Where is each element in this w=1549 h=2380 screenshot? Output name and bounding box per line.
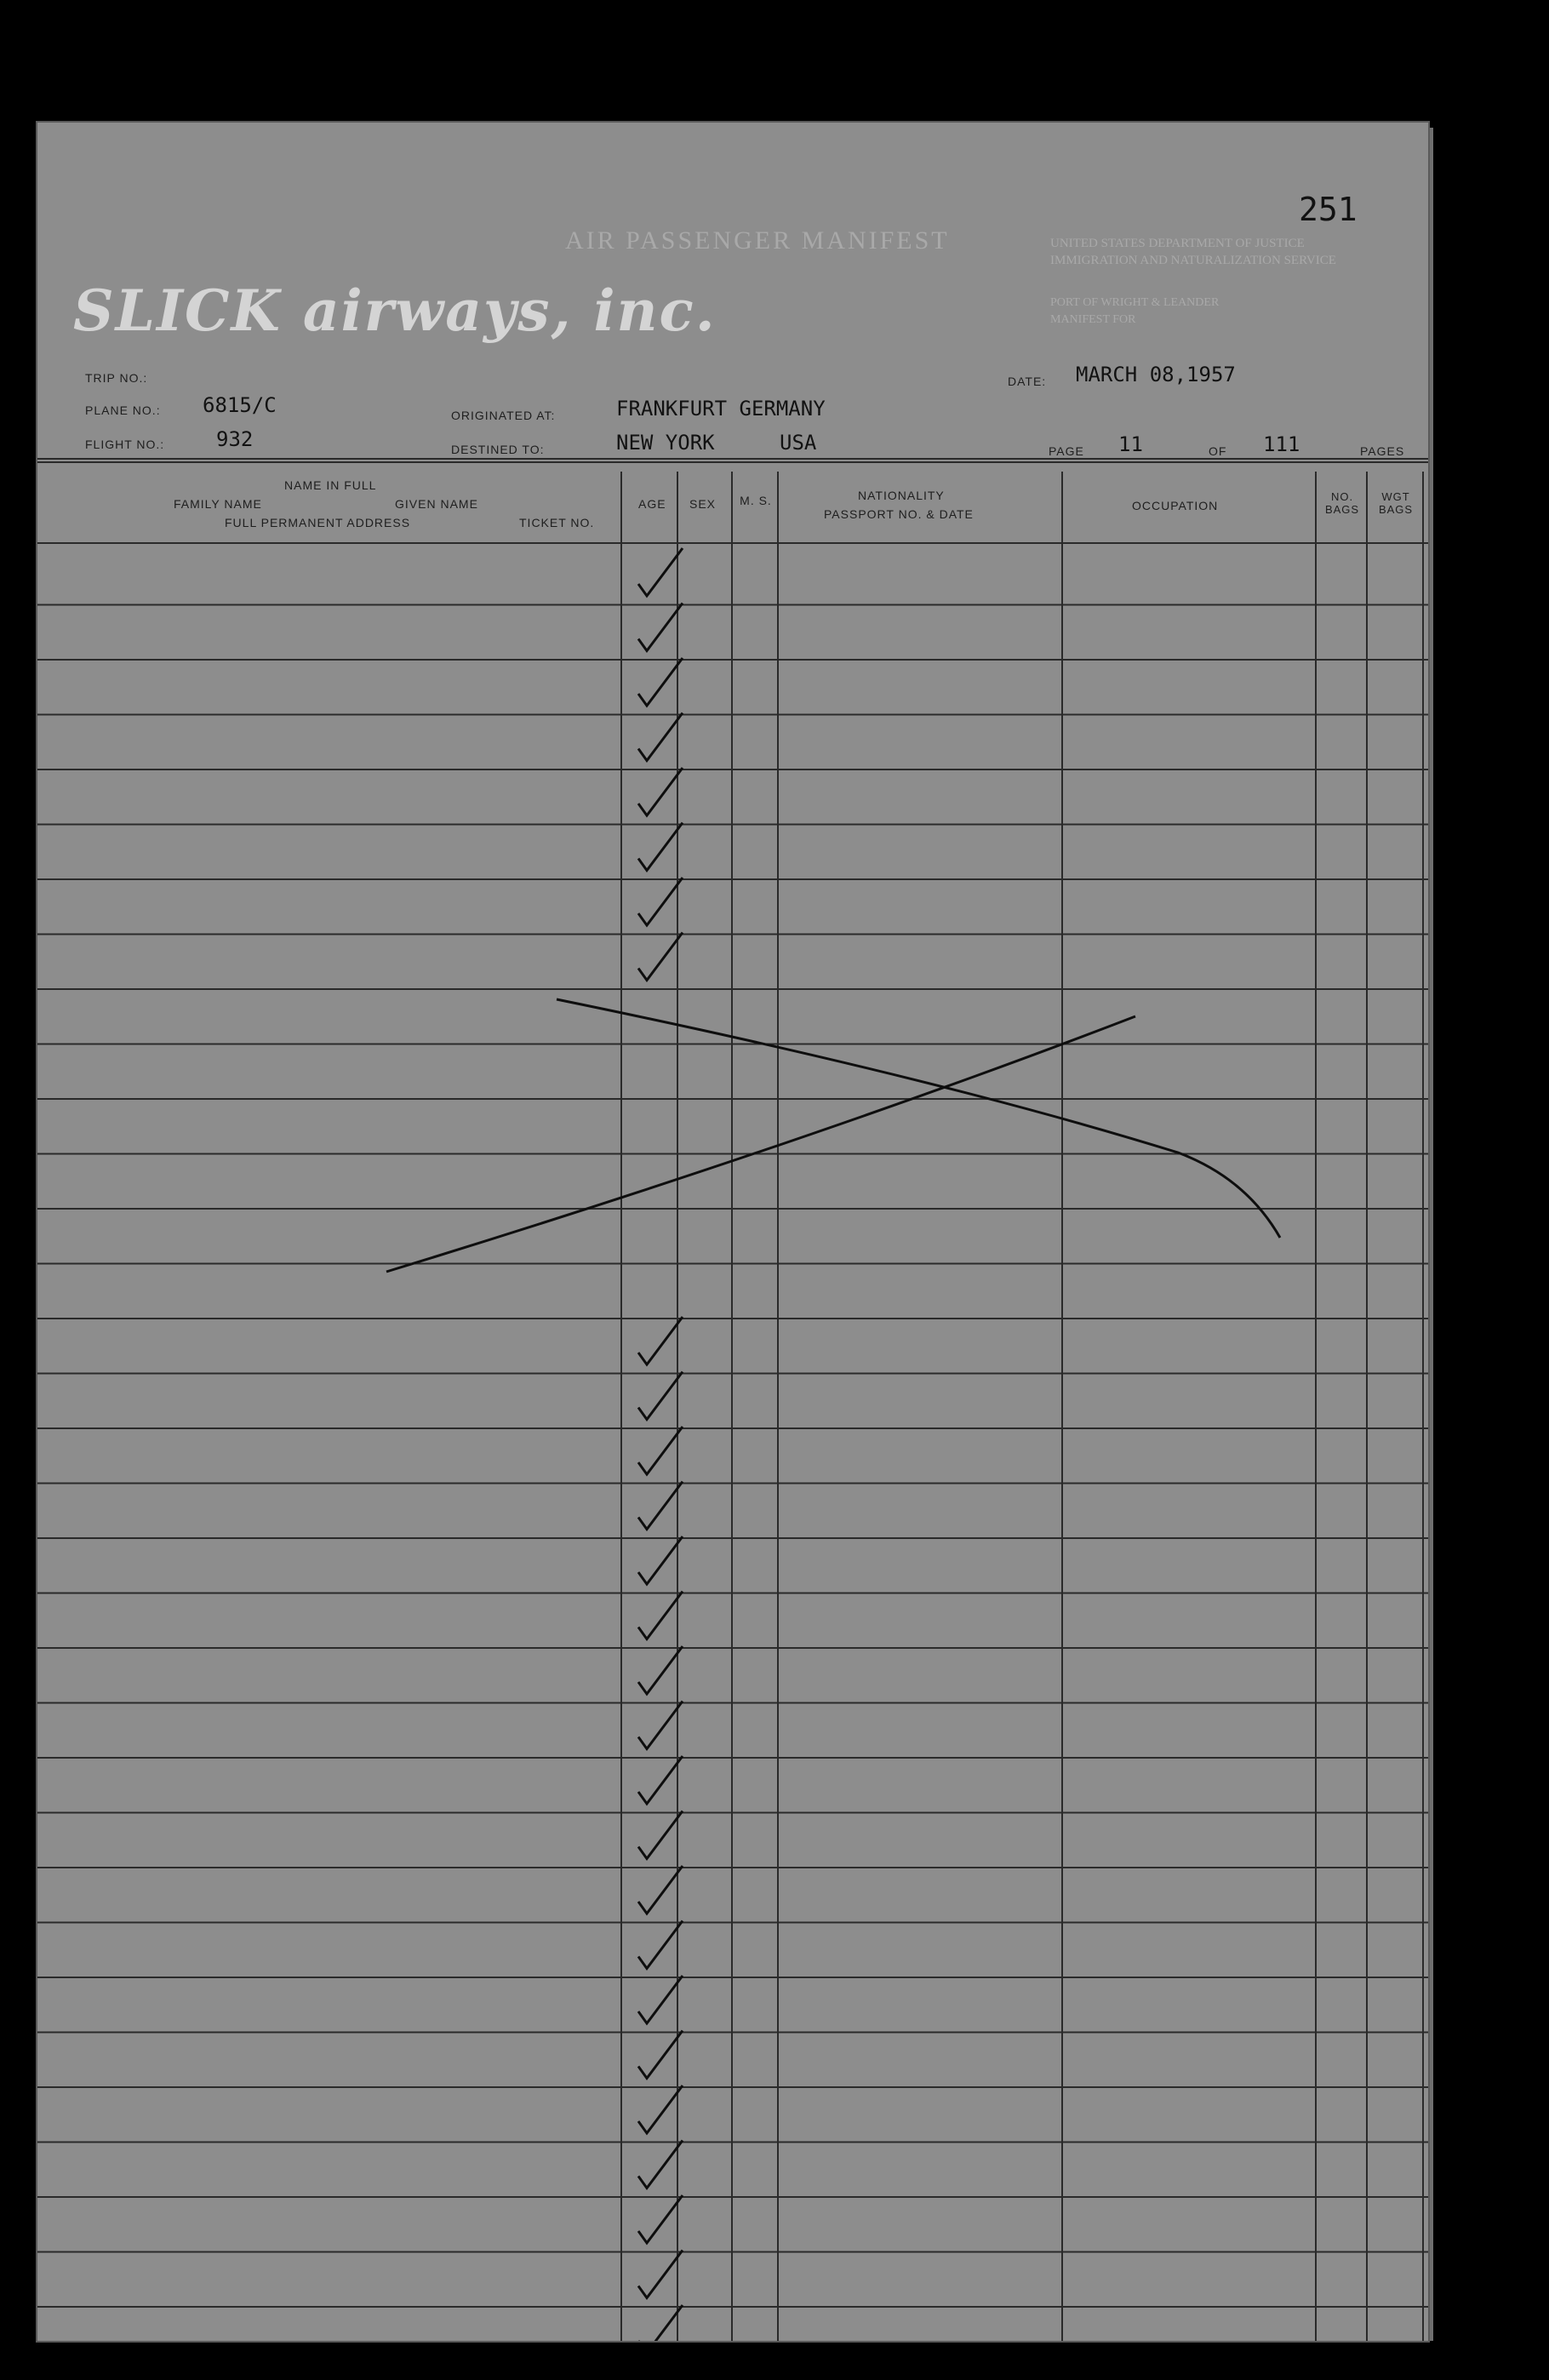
col-nationality: NATIONALITY (858, 489, 945, 502)
passenger-row (37, 2252, 1428, 2307)
passenger-row (37, 935, 1428, 989)
passenger-row (37, 660, 1428, 714)
manifest-sheet (36, 121, 1430, 2343)
passenger-row (37, 1923, 1428, 1977)
destined-label: DESTINED TO: (451, 443, 545, 456)
passenger-row (37, 825, 1428, 879)
gov-line-1: UNITED STATES DEPARTMENT OF JUSTICE (1050, 237, 1305, 250)
passenger-row (37, 2087, 1428, 2142)
trip-no-label: TRIP NO.: (85, 371, 148, 385)
passenger-row (37, 715, 1428, 769)
originated-label: ORIGINATED AT: (451, 409, 556, 422)
col-given-name: GIVEN NAME (395, 497, 478, 511)
passenger-row (37, 2143, 1428, 2197)
col-occupation: OCCUPATION (1132, 499, 1219, 512)
plane-no-label: PLANE NO.: (85, 403, 161, 417)
passenger-row (37, 769, 1428, 824)
passenger-row (37, 605, 1428, 660)
col-sex: SEX (689, 497, 717, 511)
col-ticket: TICKET NO. (519, 516, 595, 529)
plane-no-value: 6815/C (203, 393, 277, 417)
passenger-row (37, 1209, 1428, 1263)
col-bags: NO. BAGS (1324, 490, 1360, 516)
gov-line-4: MANIFEST FOR (1050, 313, 1136, 326)
passenger-row (37, 2197, 1428, 2251)
passenger-row (37, 1977, 1428, 2032)
passenger-row (37, 1044, 1428, 1099)
passenger-row (37, 1484, 1428, 1538)
gov-line-2: IMMIGRATION AND NATURALIZATION SERVICE (1050, 254, 1336, 267)
passenger-row (37, 1758, 1428, 1812)
flight-no-label: FLIGHT NO.: (85, 438, 165, 451)
passenger-row (37, 550, 1428, 604)
passenger-row (37, 1813, 1428, 1868)
passenger-row (37, 1648, 1428, 1702)
passenger-row (37, 1868, 1428, 1922)
passenger-row (37, 1538, 1428, 1593)
col-wgt: WGT BAGS (1378, 490, 1414, 516)
destined-country: USA (780, 431, 817, 455)
passenger-row (37, 2033, 1428, 2087)
col-address: FULL PERMANENT ADDRESS (225, 516, 411, 529)
company-logo: SLICK airways, inc. (73, 277, 717, 344)
destined-value: NEW YORK (616, 431, 715, 455)
date-value: MARCH 08,1957 (1076, 363, 1236, 386)
passenger-row (37, 989, 1428, 1044)
passenger-row (37, 1593, 1428, 1648)
passenger-row (37, 879, 1428, 934)
page-value: 11 (1118, 432, 1143, 456)
passenger-row (37, 1154, 1428, 1209)
page-label: PAGE (1049, 444, 1084, 458)
flight-no-value: 932 (216, 427, 254, 451)
passenger-row (37, 1264, 1428, 1319)
page-number: 251 (1299, 191, 1358, 228)
of-value: 111 (1263, 432, 1300, 456)
form-title: AIR PASSENGER MANIFEST (565, 226, 950, 255)
passenger-row (37, 1374, 1428, 1428)
passenger-row (37, 2307, 1428, 2343)
col-ms: M. S. (740, 494, 772, 507)
gov-line-3: PORT OF WRIGHT & LEANDER (1050, 296, 1220, 309)
passenger-row (37, 1099, 1428, 1153)
date-label: DATE: (1008, 375, 1047, 388)
originated-value: FRANKFURT GERMANY (616, 397, 826, 421)
pages-label: PAGES (1360, 444, 1405, 458)
passenger-row (37, 1703, 1428, 1758)
passenger-row (37, 1319, 1428, 1373)
passenger-row (37, 1428, 1428, 1483)
col-passport: PASSPORT NO. & DATE (824, 507, 974, 521)
col-family-name: FAMILY NAME (174, 497, 262, 511)
col-age: AGE (638, 497, 666, 511)
col-name-title: NAME IN FULL (284, 478, 377, 492)
of-label: OF (1209, 444, 1227, 458)
